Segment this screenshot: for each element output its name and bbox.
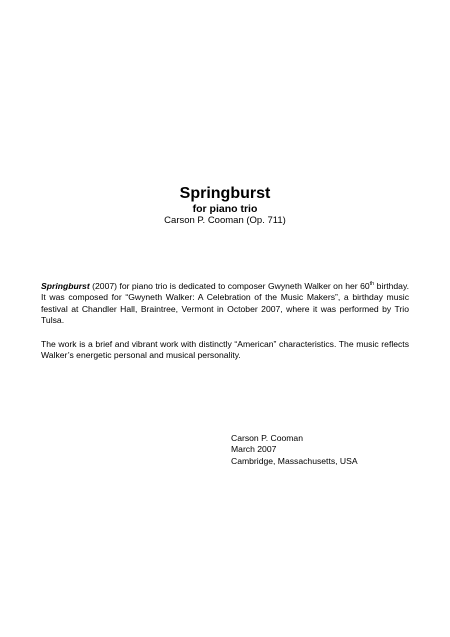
work-title-emphasis: Springburst (41, 281, 90, 291)
description-paragraph: The work is a brief and vibrant work with distinctly “American” characteristics. The music reflects Walker’s energetic personal and musical personality. (41, 339, 409, 361)
signature-place: Cambridge, Massachusetts, USA (231, 455, 358, 466)
ordinal-superscript: th (369, 281, 375, 288)
signature-block (231, 433, 358, 467)
dedication-paragraph (41, 281, 409, 327)
dedication-text-b: birthday. It was composed for “Gwyneth Walker: A Celebration of the Music Makers”, a birthday music festival at Chandler Hall, Braintree, Vermont in October 2007, where it was performed by Trio Tulsa. (41, 281, 409, 326)
title-block (0, 185, 450, 227)
composer-line: Carson P. Cooman (Op. 711) (164, 215, 286, 226)
subtitle: for piano trio (192, 203, 258, 215)
dedication-text-a: (2007) for piano trio is dedicated to composer Gwyneth Walker on her 60 (89, 281, 370, 291)
signature-name: Carson P. Cooman (231, 433, 303, 443)
page-title: Springburst (179, 185, 271, 202)
signature-date: March 2007 (231, 444, 277, 455)
